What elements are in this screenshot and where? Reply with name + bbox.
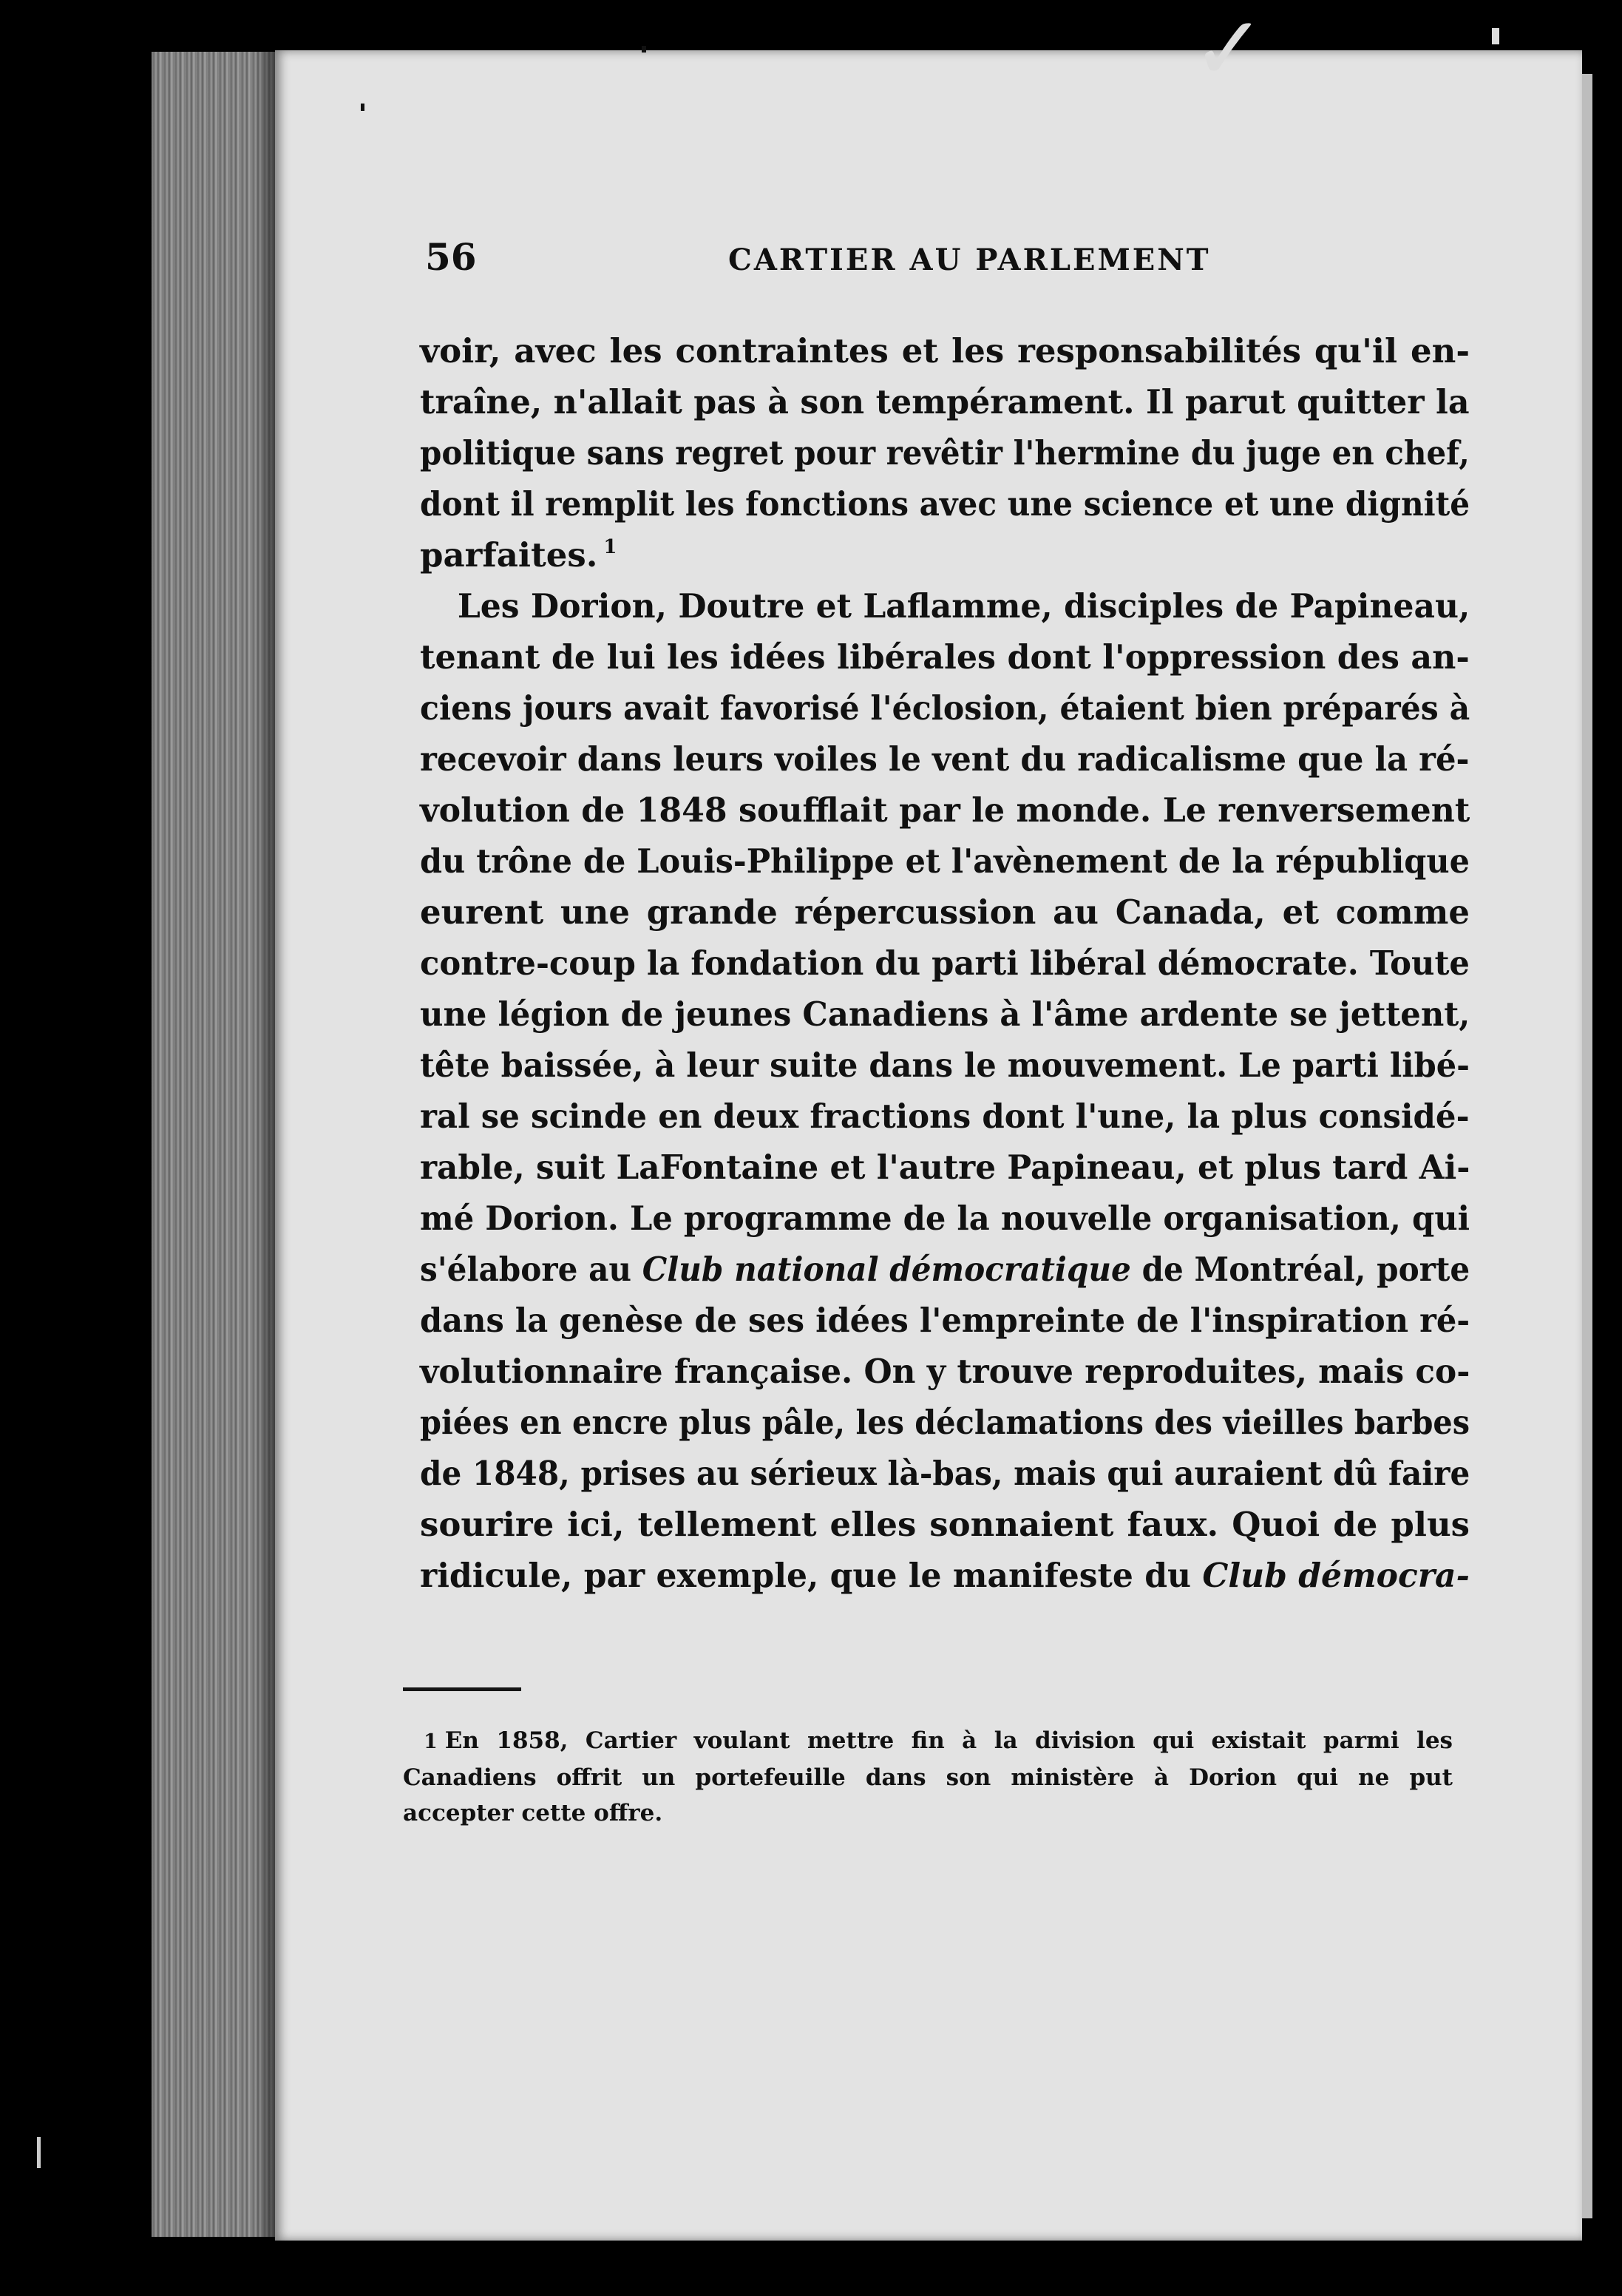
scan-speck (37, 2137, 41, 2168)
text-segment: de Montréal, porte (1141, 1250, 1470, 1289)
text-line: recevoir dans leurs voiles le vent du radicalisme que la ré- (420, 739, 1470, 779)
scan-speck (1492, 28, 1499, 44)
footnote-line: accepter cette offre. (403, 1800, 663, 1826)
text-line: traîne, n'allait pas à son tempérament. Il parut quitter la (420, 382, 1470, 421)
footnote-line (403, 1723, 1453, 1760)
footnote (403, 1723, 1453, 1831)
text-line: voir, avec les contraintes et les responsabilités qu'il en- (420, 331, 1470, 370)
text-segment: En 1858, Cartier voulant mettre fin à la division qui existait parmi les (444, 1727, 1453, 1754)
text-line: ciens jours avait favorisé l'éclosion, étaient bien préparés à (420, 688, 1470, 728)
scan-speck (642, 46, 646, 53)
text-line: piées en encre plus pâle, les déclamations des vieilles barbes (420, 1403, 1470, 1442)
text-line: rable, suit LaFontaine et l'autre Papineau, et plus tard Ai- (420, 1148, 1470, 1187)
text-line: dans la genèse de ses idées l'empreinte de l'inspiration ré- (420, 1301, 1470, 1340)
body-text (420, 325, 1470, 1601)
text-line: mé Dorion. Le programme de la nouvelle organisation, qui (420, 1199, 1470, 1238)
footnote-rule (403, 1687, 521, 1691)
text-line: du trône de Louis-Philippe et l'avènement de la république (420, 841, 1470, 881)
page-right-edge (1582, 74, 1592, 2218)
footnote-reference: 1 (603, 536, 617, 558)
text-line: tenant de lui les idées libérales dont l'oppression des an- (420, 637, 1470, 677)
text-line: dont il remplit les fonctions avec une science et une dignité (420, 484, 1470, 524)
book-edge-strip (152, 52, 277, 2237)
text-line (420, 529, 1470, 580)
text-line (420, 1550, 1470, 1601)
text-line: sourire ici, tellement elles sonnaient faux. Quoi de plus (420, 1505, 1470, 1544)
text-line: une légion de jeunes Canadiens à l'âme ardente se jettent, (420, 995, 1470, 1034)
text-line: tête baissée, à leur suite dans le mouvement. Le parti libé- (420, 1046, 1470, 1085)
italic-club-name: Club national démocratique (642, 1250, 1131, 1289)
text-segment: parfaites. (420, 535, 598, 575)
text-line: eurent une grande répercussion au Canada, et comme (420, 893, 1470, 932)
text-line: ral se scinde en deux fractions dont l'une, la plus considé- (420, 1097, 1470, 1136)
scan-speck (361, 104, 364, 111)
text-line: politique sans regret pour revêtir l'hermine du juge en chef, (420, 433, 1470, 473)
text-line: volution de 1848 soufflait par le monde. Le renversement (420, 790, 1470, 830)
text-line (420, 1244, 1470, 1295)
text-segment: s'élabore au (420, 1250, 632, 1289)
checkmark-icon: ✓ (1192, 0, 1266, 101)
footnote-line: Canadiens offrit un portefeuille dans son ministère à Dorion qui ne put (403, 1764, 1453, 1791)
text-line: contre-coup la fondation du parti libéral démocrate. Toute (420, 944, 1470, 983)
footnote-number: 1 (424, 1730, 438, 1753)
text-segment: ridicule, par exemple, que le manifeste du (420, 1556, 1192, 1595)
page-number: 56 (425, 235, 477, 279)
running-title: CARTIER AU PARLEMENT (728, 243, 1211, 277)
text-line: de 1848, prises au sérieux là-bas, mais qui auraient dû faire (420, 1454, 1470, 1493)
italic-club-name: Club démocra- (1202, 1556, 1470, 1595)
text-line: volutionnaire française. On y trouve reproduites, mais co- (420, 1352, 1470, 1391)
running-head (425, 235, 1475, 287)
text-line: Les Dorion, Doutre et Laflamme, disciples de Papineau, (457, 586, 1470, 626)
